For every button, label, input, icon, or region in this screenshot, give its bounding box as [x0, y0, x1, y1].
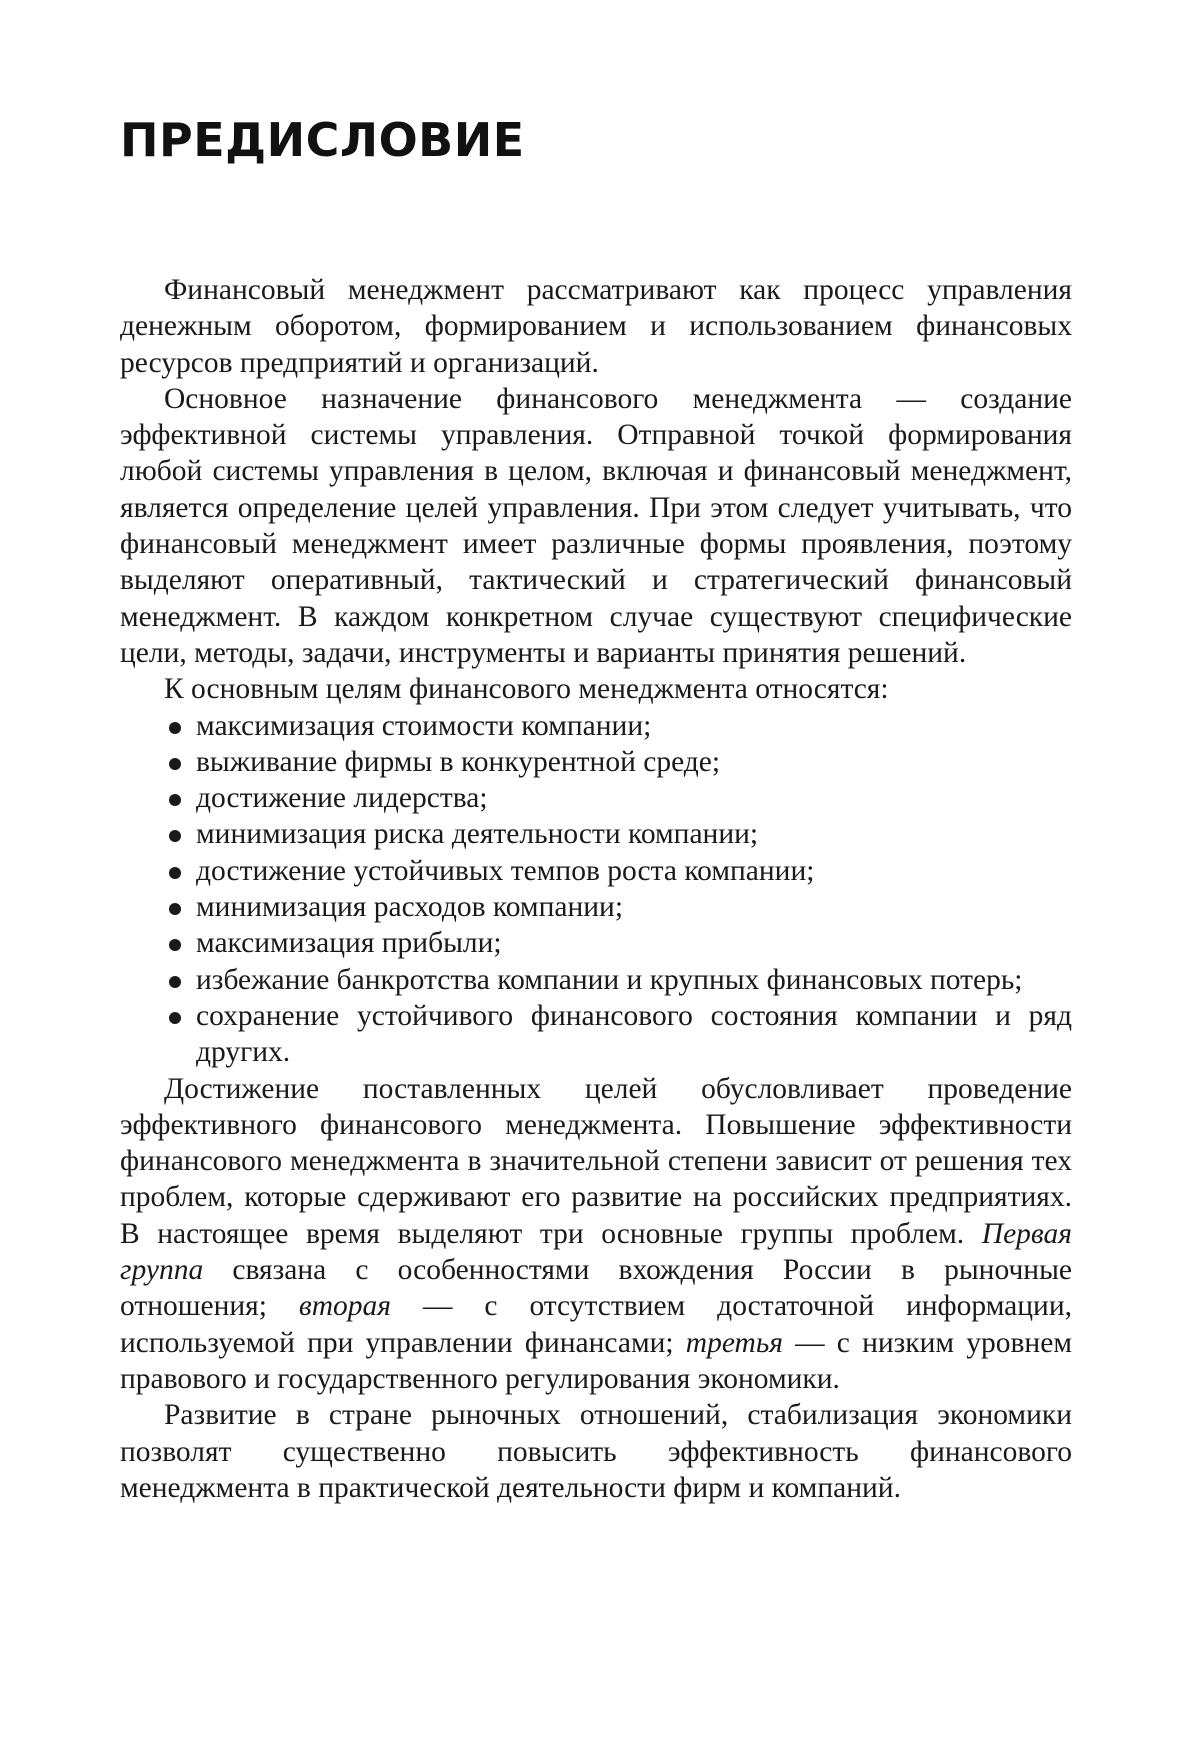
list-item-text: минимизация риска деятельности компании; [196, 818, 759, 851]
bullet-icon [169, 867, 181, 879]
page-title: ПРЕДИСЛОВИЕ [120, 113, 525, 167]
bullet-icon [169, 722, 181, 734]
bullet-icon [169, 758, 181, 770]
problems-paragraph [120, 1071, 1072, 1398]
intro-paragraph: Финансовый менеджмент рассматривают как процесс управления денежным оборотом, формированием и использованием финансовых ресурсов предприятий и организаций. [120, 274, 1072, 379]
first-group-label: Первая группа [120, 1217, 1072, 1287]
third-group-label: третья [685, 1326, 783, 1359]
first-group-text: связана с особенностями вхождения России в рыночные отношения; [120, 1254, 1072, 1323]
list-item-text: максимизация стоимости компании; [196, 709, 652, 742]
goals-intro-paragraph: К основным целям финансового менеджмента относятся: [164, 673, 889, 706]
list-item [120, 780, 1072, 816]
list-item-text: избежание банкротства компании и крупных финансовых потерь; [196, 963, 1023, 996]
list-item [120, 998, 1072, 1071]
problems-intro-text: Достижение поставленных целей обусловливает проведение эффективного финансового менеджмента. Повышение эффективности финансового менеджмента в значительной степени зависит от решения тех проблем, которые сдерживают его развитие на российских предприятиях. В настоящее время выделяют три основные группы проблем. [120, 1072, 1072, 1250]
list-item-text: достижение лидерства; [196, 782, 488, 815]
list-item-text: минимизация расходов компании; [196, 891, 624, 924]
list-item-text: достижение устойчивых темпов роста компании; [196, 854, 815, 887]
bullet-icon [169, 939, 181, 951]
bullet-icon [169, 903, 181, 915]
list-item [120, 853, 1072, 889]
list-item [120, 925, 1072, 961]
list-item [120, 816, 1072, 852]
list-item-text: сохранение устойчивого финансового состояния компании и ряд других. [196, 999, 1072, 1069]
list-item [120, 744, 1072, 780]
list-item [120, 962, 1072, 998]
bullet-icon [169, 830, 181, 842]
second-group-label: вторая [298, 1290, 391, 1323]
bullet-icon [169, 794, 181, 806]
list-item [120, 889, 1072, 925]
second-group-text: — с отсутствием достаточной информации, используемой при управлении финансами; [120, 1290, 1072, 1359]
purpose-paragraph: Основное назначение финансового менеджмента — создание эффективной системы управления. Отправной точкой формирования любой системы управления в целом, включая и финансовый менеджмент, является определение целей управления. При этом следует учитывать, что финансовый менеджмент имеет различные формы проявления, поэтому выделяют оперативный, тактический и стратегический финансовый менеджмент. В каждом конкретном случае существуют специфические цели, методы, задачи, инструменты и варианты принятия решений. [120, 382, 1072, 669]
bullet-icon [169, 976, 181, 988]
goals-list [120, 708, 1072, 1071]
list-item-text: выживание фирмы в конкурентной среде; [196, 745, 721, 778]
third-group-text: — с низким уровнем правового и государственного регулирования экономики. [120, 1326, 1072, 1395]
list-item-text: максимизация прибыли; [196, 927, 502, 960]
closing-paragraph: Развитие в стране рыночных отношений, стабилизация экономики позволят существенно повысить эффективность финансового менеджмента в практической деятельности фирм и компаний. [120, 1399, 1072, 1504]
list-item [120, 708, 1072, 744]
bullet-icon [169, 1012, 181, 1024]
body-text [120, 272, 1072, 1506]
